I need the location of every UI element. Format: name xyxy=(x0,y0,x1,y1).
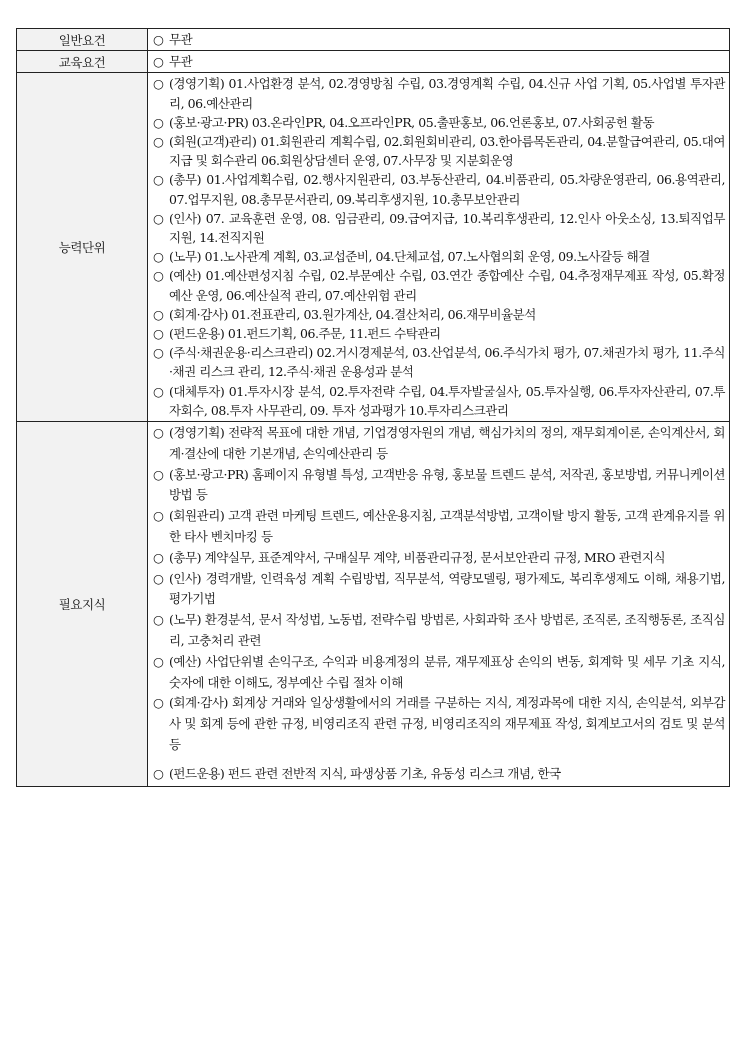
bullet-circle-icon: ○ xyxy=(153,172,164,188)
list-item: ○ (인사) 경력개발, 인력육성 계획 수립방법, 직무분석, 역량모델링, 평가제도, 복리후생제도 이해, 채용기법, 평가기법 xyxy=(153,570,725,607)
list-item: ○ (총무) 계약실무, 표준계약서, 구매실무 계약, 비품관리규정, 문서보안관리 규정, MRO 관련지식 xyxy=(153,548,725,569)
list-item: ○ (예산) 01.예산편성지침 수립, 02.부문예산 수립, 03.연간 종합예산 수립, 04.추정재무제표 작성, 05.확정예산 운영, 06.예산실적 관리, 07.예산위험 관리 xyxy=(153,268,725,303)
list-item: ○ (대체투자) 01.투자시장 분석, 02.투자전략 수립, 04.투자발굴실사, 05.투자실행, 06.투자자산관리, 07.투자회수, 08.투자 사무관리, 09. 투자 성과평가 10.투자리스크관리 xyxy=(153,383,725,418)
list-item: ○ (예산) 사업단위별 손익구조, 수익과 비용계정의 분류, 재무제표상 손익의 변동, 회계학 및 세무 기초 지식, 숫자에 대한 이해도, 정부예산 수립 절차 이해 xyxy=(153,653,725,690)
row-education-requirements xyxy=(17,51,730,73)
bullet-circle-icon: ○ xyxy=(153,114,164,130)
list-item: ○ (펀드운용) 01.펀드기획, 06.주문, 11.펀드 수탁관리 xyxy=(153,324,725,343)
bullet-circle-icon: ○ xyxy=(153,466,164,482)
list-item: ○ 무관 xyxy=(153,52,725,71)
bullet-circle-icon: ○ xyxy=(153,249,164,265)
bullet-circle-icon: ○ xyxy=(153,383,164,399)
list-item: ○ (회계·감사) 01.전표관리, 03.원가계산, 04.결산처리, 06.재무비율분석 xyxy=(153,305,725,324)
label-competency-units: 능력단위 xyxy=(17,73,148,422)
bullet-circle-icon: ○ xyxy=(153,210,164,226)
list-item: ○ (펀드운용) 펀드 관련 전반적 지식, 파생상품 기초, 유동성 리스크 개념, 한국 xyxy=(153,764,725,785)
bullet-circle-icon: ○ xyxy=(153,612,164,628)
label-education-requirements: 교육요건 xyxy=(17,51,148,73)
list-item: ○ (총무) 01.사업계획수립, 02.행사지원관리, 03.부동산관리, 04.비품관리, 05.차량운영관리, 06.용역관리, 07.업무지원, 08.총무문서관리, 09.복리후생지원, 10.총무보안관리 xyxy=(153,172,725,207)
label-required-knowledge: 필요지식 xyxy=(17,422,148,787)
bullet-circle-icon: ○ xyxy=(153,765,164,781)
bullet-circle-icon: ○ xyxy=(153,345,164,361)
content-required-knowledge xyxy=(148,422,730,787)
list-item: ○ (주식·채권운용·리스크관리) 02.거시경제분석, 03.산업분석, 06.주식가치 평가, 07.채권가치 평가, 11.주식·채권 리스크 관리, 12.주식·채권 운용성과 분석 xyxy=(153,345,725,380)
list-item: ○ (인사) 07. 교육훈련 운영, 08. 임금관리, 09.급여지급, 10.복리후생관리, 12.인사 아웃소싱, 13.퇴직업무 지원, 14.전직지원 xyxy=(153,210,725,246)
list-item: ○ (노무) 환경분석, 문서 작성법, 노동법, 전략수립 방법론, 사회과학 조사 방법론, 조직론, 조직행동론, 조직심리, 고충처리 관련 xyxy=(153,612,725,649)
job-requirements-table xyxy=(16,28,730,787)
list-item: ○ (경영기획) 전략적 목표에 대한 개념, 기업경영자원의 개념, 핵심가치의 정의, 재무회계이론, 손익계산서, 회계·결산에 대한 기본개념, 손익예산관리 등 xyxy=(153,425,725,461)
bullet-circle-icon: ○ xyxy=(153,54,164,70)
content-education-requirements xyxy=(148,51,730,73)
bullet-circle-icon: ○ xyxy=(153,268,164,284)
content-competency-units xyxy=(148,73,730,422)
bullet-circle-icon: ○ xyxy=(153,76,164,92)
list-item: ○ (회원관리) 고객 관련 마케팅 트렌드, 예산운용지침, 고객분석방법, 고객이탈 방지 활동, 고객 관계유지를 위한 타사 벤치마킹 등 xyxy=(153,508,725,545)
list-item: ○ (회원(고객)관리) 01.회원관리 계획수립, 02.회원회비관리, 03.한아름목돈관리, 04.분할급여관리, 05.대여지급 및 회수관리 06.회원상담센터 운영, 07.사무장 및 지분회운영 xyxy=(153,134,725,169)
list-item: ○ (회계·감사) 회계상 거래와 일상생활에서의 거래를 구분하는 지식, 계정과목에 대한 지식, 손익분석, 외부감사 및 회계 등에 관한 규정, 비영리조직 관련 규정, 비영리조직의 재무제표 작성, 회계보고서의 검토 및 분석 등 xyxy=(153,695,725,753)
bullet-circle-icon: ○ xyxy=(153,549,164,565)
row-required-knowledge xyxy=(17,422,730,787)
list-item: ○ (노무) 01.노사관계 계획, 03.교섭준비, 04.단체교섭, 07.노사협의회 운영, 09.노사갈등 해결 xyxy=(153,247,725,266)
bullet-circle-icon: ○ xyxy=(153,570,164,586)
bullet-circle-icon: ○ xyxy=(153,653,164,669)
bullet-circle-icon: ○ xyxy=(153,425,164,441)
row-competency-units xyxy=(17,73,730,422)
row-general-requirements xyxy=(17,29,730,51)
bullet-circle-icon: ○ xyxy=(153,508,164,524)
list-item: ○ (경영기획) 01.사업환경 분석, 02.경영방침 수립, 03.경영계획 수립, 04.신규 사업 기획, 05.사업별 투자관리, 06.예산관리 xyxy=(153,76,725,111)
label-general-requirements: 일반요건 xyxy=(17,29,148,51)
list-item: ○ (홍보·광고·PR) 03.온라인PR, 04.오프라인PR, 05.출판홍보, 06.언론홍보, 07.사회공헌 활동 xyxy=(153,113,725,132)
content-general-requirements xyxy=(148,29,730,51)
bullet-circle-icon: ○ xyxy=(153,134,164,150)
list-item: ○ (홍보·광고·PR) 홈페이지 유형별 특성, 고객반응 유형, 홍보물 트렌드 분석, 저작권, 홍보방법, 커뮤니케이션 방법 등 xyxy=(153,466,725,503)
list-item: ○ 무관 xyxy=(153,30,725,49)
bullet-circle-icon: ○ xyxy=(153,306,164,322)
bullet-circle-icon: ○ xyxy=(153,32,164,47)
bullet-circle-icon: ○ xyxy=(153,695,164,711)
bullet-circle-icon: ○ xyxy=(153,326,164,342)
